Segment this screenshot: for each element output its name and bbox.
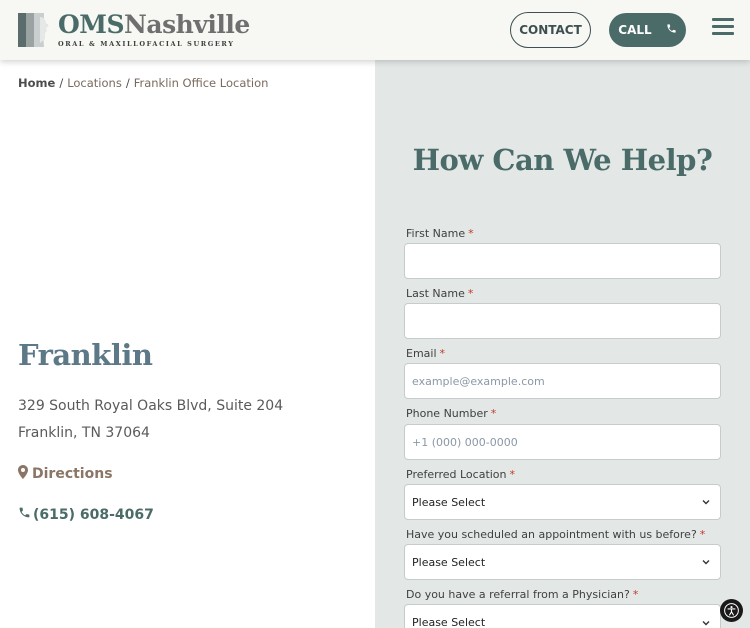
referral-label: Do you have a referral from a Physician? * bbox=[406, 588, 639, 601]
breadcrumb-home[interactable]: Home bbox=[18, 76, 56, 90]
hamburger-menu-icon[interactable] bbox=[712, 18, 734, 36]
contact-button[interactable]: CONTACT bbox=[510, 12, 591, 48]
referral-value: Please Select bbox=[412, 616, 486, 628]
breadcrumb bbox=[18, 76, 268, 90]
location-title: Franklin bbox=[18, 338, 153, 372]
chevron-down-icon bbox=[700, 617, 712, 628]
email-label: Email * bbox=[406, 347, 446, 360]
phone-link[interactable] bbox=[18, 506, 154, 523]
preferred-location-label: Preferred Location * bbox=[406, 468, 516, 481]
phone-number-field[interactable] bbox=[404, 424, 721, 460]
phone-icon bbox=[666, 23, 677, 37]
call-button-label: CALL bbox=[618, 23, 652, 37]
email-field[interactable] bbox=[404, 363, 721, 399]
call-button[interactable] bbox=[609, 13, 686, 47]
preferred-location-value: Please Select bbox=[412, 495, 486, 509]
address-line-2: Franklin, TN 37064 bbox=[18, 425, 150, 441]
phone-icon bbox=[18, 506, 31, 523]
referral-select[interactable] bbox=[404, 604, 721, 628]
phone-number-label: Phone Number * bbox=[406, 407, 497, 420]
breadcrumb-locations[interactable]: Locations bbox=[67, 76, 122, 90]
profile-faces-icon bbox=[18, 13, 52, 47]
appointment-before-value: Please Select bbox=[412, 555, 486, 569]
logo[interactable] bbox=[18, 9, 250, 48]
logo-subtitle: ORAL & MAXILLOFACIAL SURGERY bbox=[58, 39, 235, 48]
first-name-label: First Name * bbox=[406, 227, 474, 240]
accessibility-icon[interactable] bbox=[720, 599, 743, 622]
last-name-label: Last Name * bbox=[406, 287, 474, 300]
address-line-1: 329 South Royal Oaks Blvd, Suite 204 bbox=[18, 398, 284, 414]
chevron-down-icon bbox=[700, 556, 712, 568]
map-pin-icon bbox=[18, 465, 28, 483]
appointment-before-label: Have you scheduled an appointment with us before? * bbox=[406, 528, 706, 541]
last-name-field[interactable] bbox=[404, 303, 721, 339]
directions-link[interactable] bbox=[18, 465, 113, 483]
preferred-location-select[interactable] bbox=[404, 484, 721, 520]
breadcrumb-current: Franklin Office Location bbox=[133, 76, 269, 90]
breadcrumb-separator: / bbox=[59, 76, 64, 90]
phone-number: (615) 608-4067 bbox=[33, 506, 154, 523]
first-name-field[interactable] bbox=[404, 243, 721, 279]
chevron-down-icon bbox=[700, 496, 712, 508]
logo-title: OMSNashville bbox=[58, 9, 250, 39]
appointment-before-select[interactable] bbox=[404, 544, 721, 580]
breadcrumb-separator: / bbox=[125, 76, 130, 90]
directions-label: Directions bbox=[32, 466, 113, 482]
form-title: How Can We Help? bbox=[412, 143, 713, 177]
site-header bbox=[0, 0, 750, 60]
